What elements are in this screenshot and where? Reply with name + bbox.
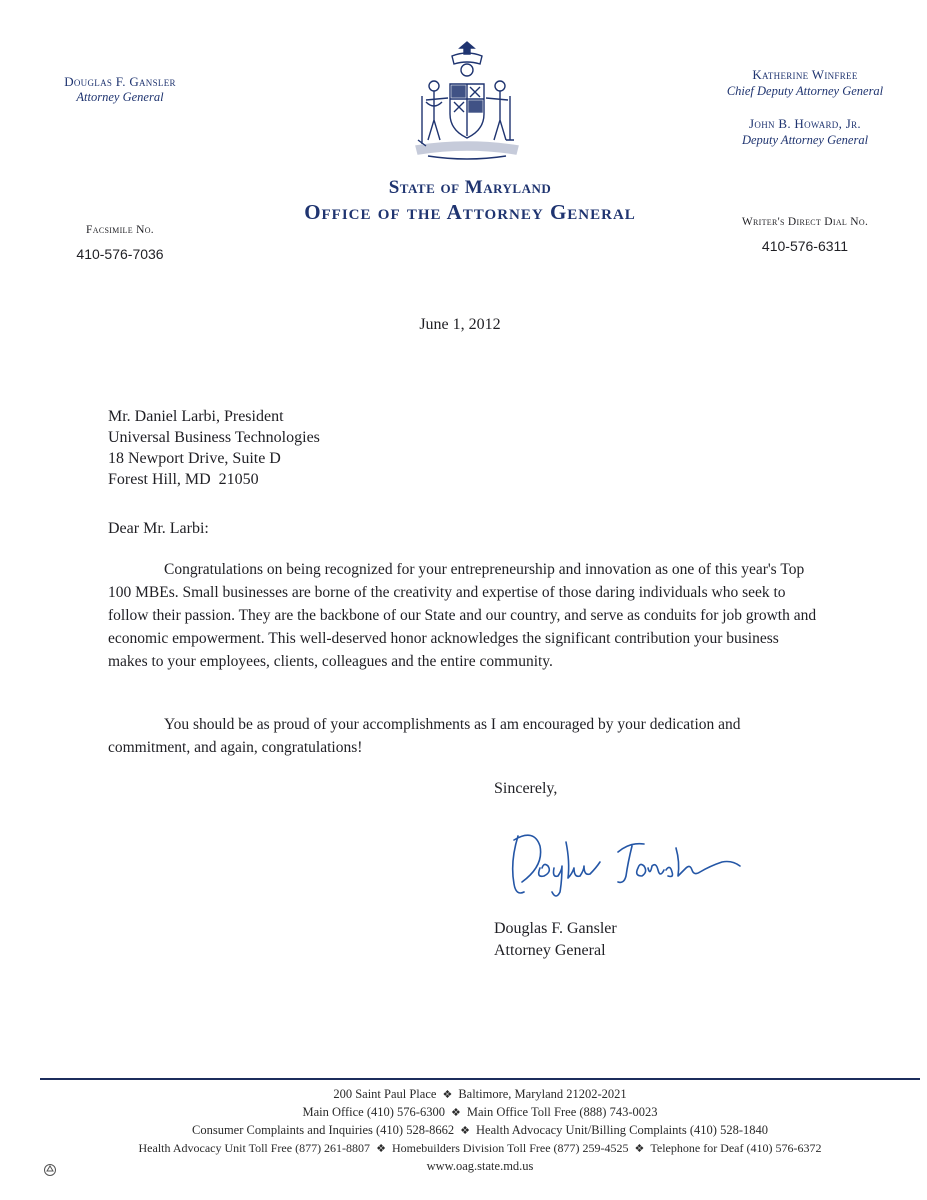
diamond-separator-icon: ❖ — [634, 1143, 645, 1155]
chief-deputy-title: Chief Deputy Attorney General — [726, 84, 884, 98]
diamond-separator-icon: ❖ — [376, 1143, 386, 1155]
maryland-state-seal-icon — [412, 40, 522, 162]
footer-line: Health Advocacy Unit Toll Free (877) 261-8807 ❖ Homebuilders Division Toll Free (877) 259-4525 ❖ Telephone for Deaf (410) 576-6372 — [40, 1140, 920, 1158]
fax-number: 410-576-7036 — [76, 246, 164, 262]
recipient-line: Universal Business Technologies — [108, 429, 320, 446]
diamond-separator-icon: ❖ — [450, 1107, 461, 1119]
footer — [40, 1086, 920, 1175]
body-paragraph: Congratulations on being recognized for your entrepreneurship and innovation as one of this year's Top 100 MBEs. Small businesses are borne of the creativity and expertise of those daring individuals who seek to follow their passion. They are the backbone of our State and our country, and serve as conduits for job growth and economic empowerment. This well-deserved honor acknowledges the significant contribution your business makes to your employees, clients, colleagues and the entire community. — [108, 561, 817, 670]
recipient-line: 18 Newport Drive, Suite D — [108, 450, 281, 467]
attorney-general-title: Attorney General — [76, 90, 164, 104]
diamond-separator-icon: ❖ — [460, 1125, 470, 1137]
attorney-general-name: Douglas F. Gansler — [64, 74, 176, 89]
direct-dial-number: 410-576-6311 — [761, 238, 849, 254]
signer-name: Douglas F. Gansler — [494, 920, 617, 937]
direct-dial-label: Writer's Direct Dial No. — [741, 216, 869, 228]
recycle-icon — [43, 1163, 57, 1177]
body-paragraph: You should be as proud of your accomplishments as I am encouraged by your dedication and commitment, and again, congratulations! — [108, 716, 741, 756]
fax-block — [55, 224, 185, 262]
office-name: Office of the Attorney General — [304, 200, 636, 224]
footer-website: www.oag.state.md.us — [426, 1159, 534, 1173]
footer-line: Main Office (410) 576-6300 ❖ Main Office Toll Free (888) 743-0023 — [40, 1104, 920, 1122]
closing: Sincerely, — [494, 780, 558, 797]
deputy-name: John B. Howard, Jr. — [749, 116, 861, 131]
direct-dial-block — [720, 216, 890, 254]
office-title — [250, 177, 690, 225]
recipient-address — [108, 406, 320, 490]
chief-deputy-name: Katherine Winfree — [752, 67, 858, 82]
footer-line: Consumer Complaints and Inquiries (410) 528-8662 ❖ Health Advocacy Unit/Billing Complaints (410) 528-1840 — [40, 1122, 920, 1140]
state-name: State of Maryland — [388, 177, 552, 198]
handwritten-signature — [500, 822, 750, 902]
fax-label: Facsimile No. — [86, 224, 154, 236]
footer-line: 200 Saint Paul Place ❖ Baltimore, Maryland 21202-2021 — [40, 1086, 920, 1104]
left-header — [40, 74, 200, 105]
recipient-line: Mr. Daniel Larbi, President — [108, 408, 284, 425]
deputy-title: Deputy Attorney General — [741, 133, 869, 147]
letter-date: June 1, 2012 — [419, 316, 501, 333]
right-header — [700, 66, 910, 149]
signer-title: Attorney General — [494, 942, 606, 959]
footer-divider — [40, 1078, 920, 1080]
salutation: Dear Mr. Larbi: — [108, 520, 209, 537]
signature-block — [494, 918, 617, 962]
recipient-line: Forest Hill, MD 21050 — [108, 471, 259, 488]
diamond-separator-icon: ❖ — [442, 1089, 453, 1101]
